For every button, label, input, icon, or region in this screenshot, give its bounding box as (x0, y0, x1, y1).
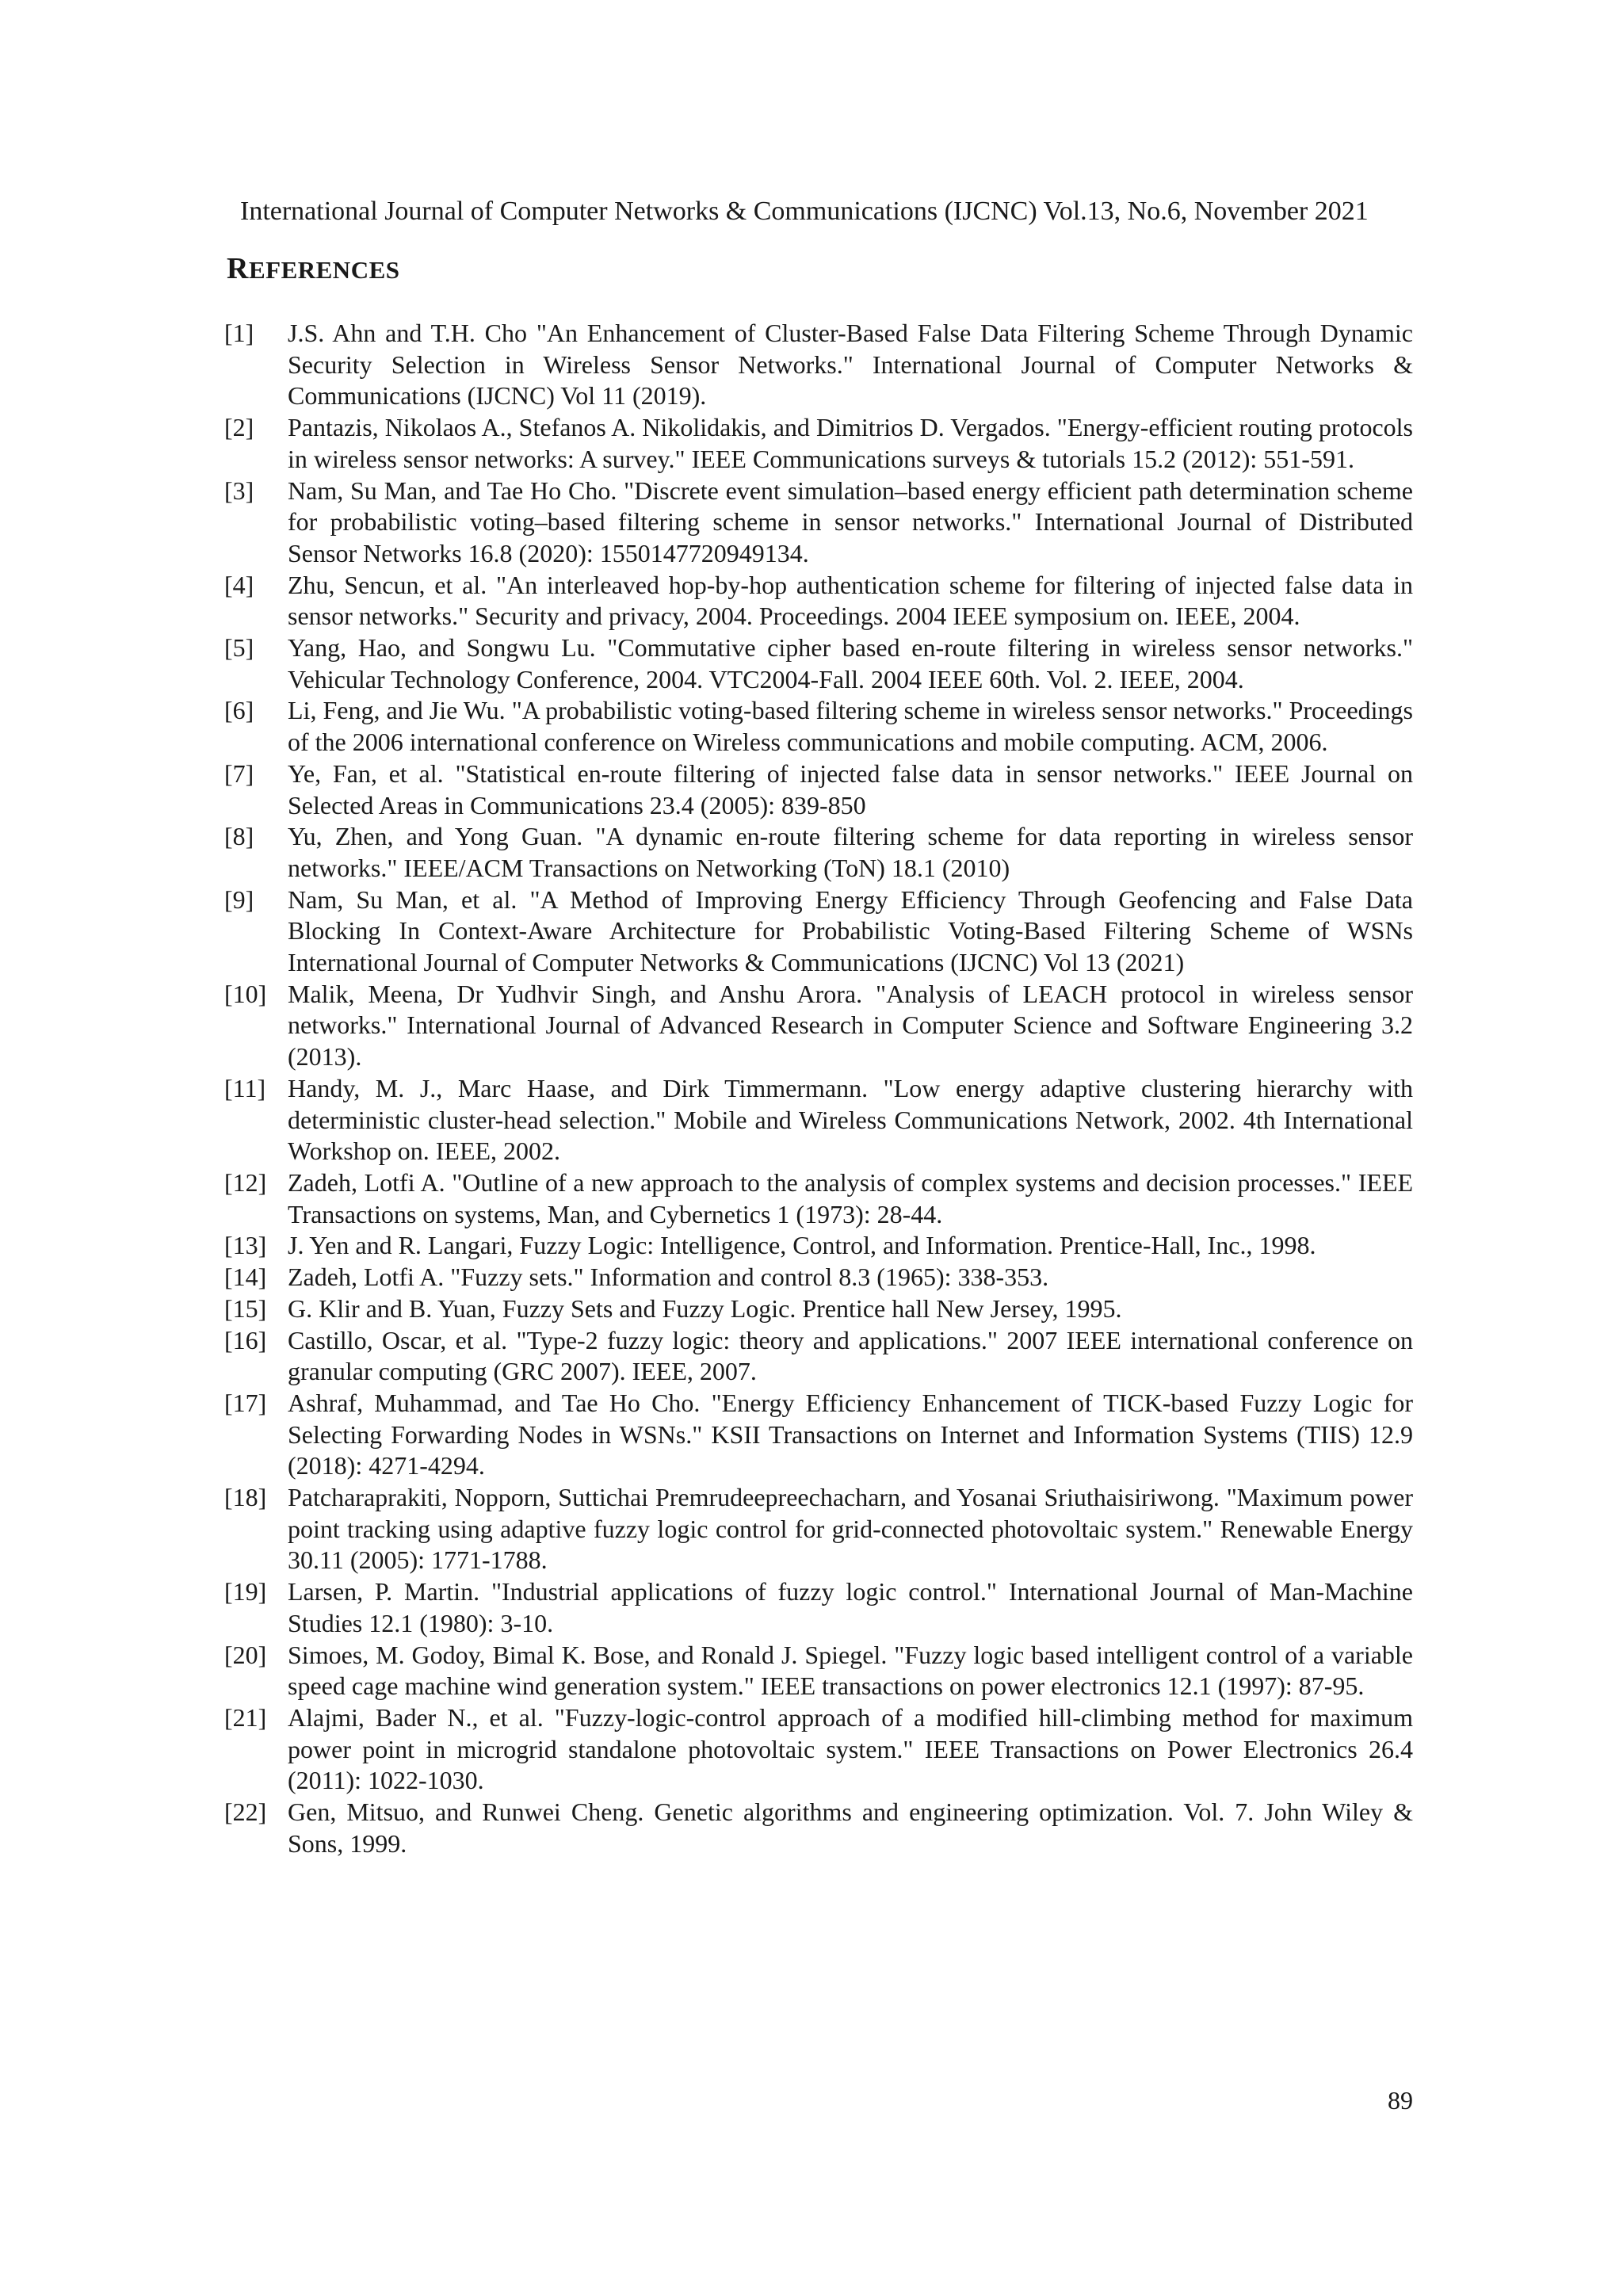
reference-item (224, 1230, 1413, 1262)
reference-text: Larsen, P. Martin. "Industrial applications of fuzzy logic control." International Journal of Man-Machine Studies 12.1 (1980): 3-10. (288, 1577, 1413, 1637)
reference-item (224, 1388, 1413, 1482)
reference-text: Malik, Meena, Dr Yudhvir Singh, and Anshu Arora. "Analysis of LEACH protocol in wireless sensor networks." International Journal of Advanced Research in Computer Science and Software Engineering 3.2 (2013). (288, 979, 1413, 1072)
reference-number: [9] (224, 884, 254, 914)
reference-item (224, 1640, 1413, 1702)
reference-text: Handy, M. J., Marc Haase, and Dirk Timmermann. "Low energy adaptive clustering hierarchy with deterministic cluster-head selection." Mobile and Wireless Communications Network, 2002. 4th International Workshop on. IEEE, 2002. (288, 1073, 1413, 1166)
reference-number: [5] (224, 633, 254, 663)
reference-item (224, 476, 1413, 570)
reference-text: Patcharaprakiti, Nopporn, Suttichai Premrudeepreechacharn, and Yosanai Sriuthaisiriwong. "Maximum power point tracking using adaptive fuzzy logic control for grid-connected photovoltaic system." Renewable Energy 30.11 (2005): 1771-1788. (288, 1483, 1413, 1575)
reference-item (224, 1576, 1413, 1639)
heading-rest: EFERENCES (248, 256, 400, 284)
reference-number: [11] (224, 1073, 266, 1102)
reference-item (224, 821, 1413, 884)
reference-item (224, 979, 1413, 1073)
reference-item (224, 1702, 1413, 1797)
reference-text: Yang, Hao, and Songwu Lu. "Commutative cipher based en-route filtering in wireless sensor networks." Vehicular Technology Conference, 2004. VTC2004-Fall. 2004 IEEE 60th. Vol. 2. IEEE, 2004. (288, 633, 1413, 693)
reference-item (224, 884, 1413, 979)
reference-number: [21] (224, 1702, 267, 1732)
reference-text: Li, Feng, and Jie Wu. "A probabilistic voting-based filtering scheme in wireless sensor networks." Proceedings of the 2006 international conference on Wireless communications and mobile computing. ACM, 2006. (288, 696, 1413, 757)
reference-number: [10] (224, 979, 267, 1008)
reference-text: J.S. Ahn and T.H. Cho "An Enhancement of Cluster-Based False Data Filtering Scheme Through Dynamic Security Selection in Wireless Sensor Networks." International Journal of Computer Networks & Communications (IJCNC) Vol 11 (2019). (288, 319, 1413, 411)
running-header: International Journal of Computer Networks & Communications (IJCNC) Vol.13, No.6, November 2021 (240, 197, 1369, 226)
reference-item (224, 570, 1413, 632)
reference-item (224, 1482, 1413, 1576)
reference-list (224, 318, 1413, 1859)
reference-text: Nam, Su Man, and Tae Ho Cho. "Discrete event simulation–based energy efficient path determination scheme for probabilistic voting–based filtering scheme in sensor networks." International Journal of Distributed Sensor Networks 16.8 (2020): 1550147720949134. (288, 476, 1413, 567)
heading-initial: R (227, 252, 249, 285)
reference-number: [2] (224, 413, 254, 442)
reference-number: [8] (224, 822, 254, 851)
reference-text: Simoes, M. Godoy, Bimal K. Bose, and Ronald J. Spiegel. "Fuzzy logic based intelligent control of a variable speed cage machine wind generation system." IEEE transactions on power electronics 12.1 (1997): 87-95. (288, 1640, 1413, 1701)
reference-text: G. Klir and B. Yuan, Fuzzy Sets and Fuzzy Logic. Prentice hall New Jersey, 1995. (288, 1293, 1122, 1323)
reference-item (224, 1167, 1413, 1230)
reference-number: [3] (224, 476, 254, 505)
reference-item (224, 1073, 1413, 1167)
reference-number: [20] (224, 1640, 267, 1669)
section-heading-references (227, 249, 400, 290)
reference-text: Ashraf, Muhammad, and Tae Ho Cho. "Energy Efficiency Enhancement of TICK-based Fuzzy Logic for Selecting Forwarding Nodes in WSNs." KSII Transactions on Internet and Information Systems (TIIS) 12.9 (2018): 4271-4294. (288, 1388, 1413, 1480)
reference-text: Nam, Su Man, et al. "A Method of Improving Energy Efficiency Through Geofencing and False Data Blocking In Context-Aware Architecture for Probabilistic Voting-Based Filtering Scheme of WSNs International Journal of Computer Networks & Communications (IJCNC) Vol 13 (2021) (288, 884, 1413, 977)
reference-number: [13] (224, 1231, 267, 1260)
reference-number: [18] (224, 1483, 267, 1512)
reference-number: [22] (224, 1797, 267, 1827)
reference-item (224, 1797, 1413, 1859)
reference-number: [16] (224, 1325, 267, 1354)
reference-number: [14] (224, 1263, 267, 1292)
reference-text: Pantazis, Nikolaos A., Stefanos A. Nikolidakis, and Dimitrios D. Vergados. "Energy-efficient routing protocols in wireless sensor networks: A survey." IEEE Communications surveys & tutorials 15.2 (2012): 551-591. (288, 413, 1413, 473)
page-number: 89 (1388, 2086, 1413, 2115)
reference-item (224, 758, 1413, 821)
reference-item (224, 412, 1413, 475)
reference-text: Zadeh, Lotfi A. "Outline of a new approach to the analysis of complex systems and decision processes." IEEE Transactions on systems, Man, and Cybernetics 1 (1973): 28-44. (288, 1167, 1413, 1228)
reference-item (224, 1293, 1413, 1325)
reference-number: [1] (224, 319, 254, 347)
reference-text: Gen, Mitsuo, and Runwei Cheng. Genetic algorithms and engineering optimization. Vol. 7. John Wiley & Sons, 1999. (288, 1797, 1413, 1858)
reference-item (224, 1325, 1413, 1388)
reference-number: [12] (224, 1167, 267, 1197)
reference-number: [15] (224, 1293, 267, 1323)
reference-item (224, 1262, 1413, 1293)
reference-text: Zhu, Sencun, et al. "An interleaved hop-by-hop authentication scheme for filtering of injected false data in sensor networks." Security and privacy, 2004. Proceedings. 2004 IEEE symposium on. IEEE, 2004. (288, 570, 1413, 631)
reference-item (224, 318, 1413, 412)
reference-number: [17] (224, 1388, 267, 1417)
reference-item (224, 695, 1413, 758)
reference-text: J. Yen and R. Langari, Fuzzy Logic: Intelligence, Control, and Information. Prentice-Hall, Inc., 1998. (288, 1231, 1316, 1260)
reference-number: [4] (224, 570, 254, 599)
reference-number: [6] (224, 696, 254, 725)
reference-number: [7] (224, 758, 254, 788)
reference-text: Yu, Zhen, and Yong Guan. "A dynamic en-route filtering scheme for data reporting in wireless sensor networks." IEEE/ACM Transactions on Networking (ToN) 18.1 (2010) (288, 822, 1413, 882)
reference-text: Castillo, Oscar, et al. "Type-2 fuzzy logic: theory and applications." 2007 IEEE international conference on granular computing (GRC 2007). IEEE, 2007. (288, 1325, 1413, 1386)
reference-text: Ye, Fan, et al. "Statistical en-route filtering of injected false data in sensor networks." IEEE Journal on Selected Areas in Communications 23.4 (2005): 839-850 (288, 758, 1413, 819)
reference-text: Alajmi, Bader N., et al. "Fuzzy-logic-control approach of a modified hill-climbing method for maximum power point in microgrid standalone photovoltaic system." IEEE Transactions on Power Electronics 26.4 (2011): 1022-1030. (288, 1702, 1413, 1795)
reference-text: Zadeh, Lotfi A. "Fuzzy sets." Information and control 8.3 (1965): 338-353. (288, 1263, 1049, 1292)
reference-item (224, 632, 1413, 695)
reference-number: [19] (224, 1577, 267, 1606)
